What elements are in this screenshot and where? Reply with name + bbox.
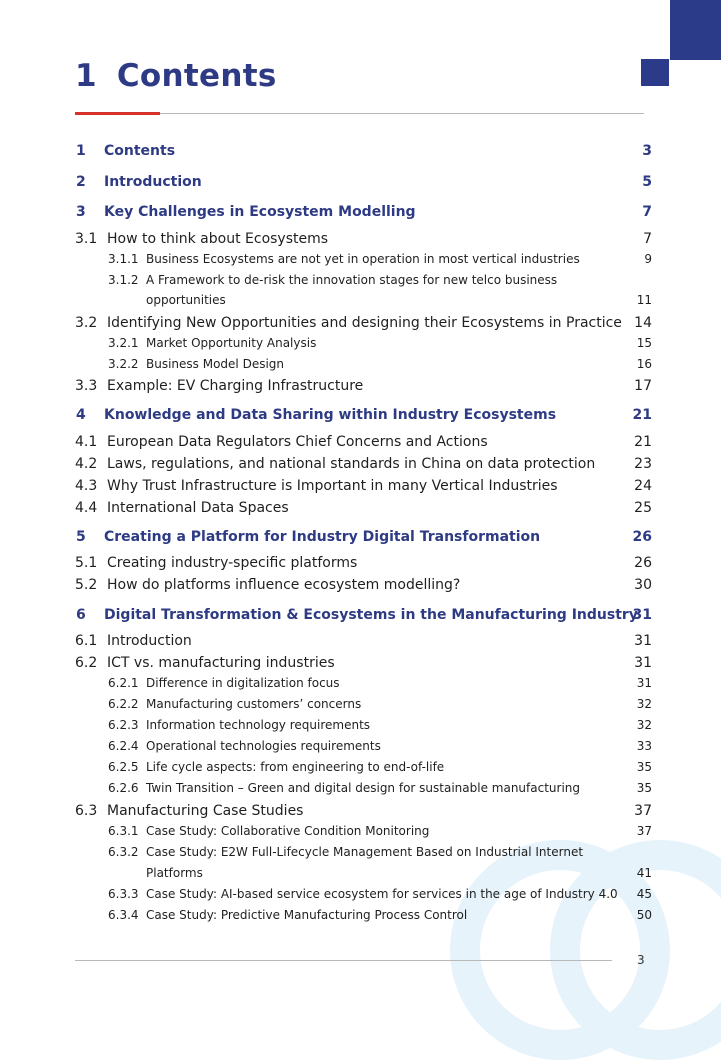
toc-entry-page: 7 [643, 231, 652, 247]
toc-entry-title: Key Challenges in Ecosystem Modelling [104, 204, 416, 220]
toc-entry-number: 4.4 [75, 500, 98, 516]
corner-decoration-large [670, 0, 721, 60]
toc-entry-page: 35 [636, 760, 652, 774]
toc-entry-title: Case Study: AI-based service ecosystem for services in the age of Industry 4.0 [146, 887, 618, 901]
toc-entry-number: 4.2 [75, 456, 98, 472]
toc-entry-number: 5 [76, 529, 86, 545]
toc-entry-number: 6.3.1 [108, 824, 139, 838]
toc-entry-number: 4.3 [75, 478, 98, 494]
toc-entry-number: 3.1 [75, 231, 98, 247]
toc-entry-title: Manufacturing customers’ concerns [146, 697, 362, 711]
toc-entry-page: 25 [634, 500, 652, 516]
toc-entry[interactable] [0, 908, 721, 928]
toc-entry-page: 31 [636, 676, 652, 690]
toc-entry-number: 4 [76, 407, 86, 423]
page-title [75, 58, 277, 94]
toc-entry[interactable] [0, 336, 721, 356]
toc-entry-page: 31 [634, 655, 652, 671]
toc-entry-page: 50 [636, 908, 652, 922]
toc-entry[interactable] [0, 655, 721, 675]
toc-entry-title: How to think about Ecosystems [107, 231, 329, 247]
toc-entry-number: 3.1.2 [108, 273, 139, 287]
toc-entry-page: 9 [644, 252, 652, 266]
corner-decoration-small [641, 59, 669, 86]
toc-entry[interactable] [0, 273, 721, 293]
toc-entry-title: Manufacturing Case Studies [107, 803, 304, 819]
toc-entry-title: Introduction [104, 174, 202, 190]
toc-entry-page: 33 [636, 739, 652, 753]
toc-entry-number: 5.1 [75, 555, 98, 571]
toc-entry[interactable] [0, 252, 721, 272]
toc-entry-number: 3.2 [75, 315, 98, 331]
toc-entry-title: Introduction [107, 633, 192, 649]
toc-entry-page: 32 [636, 718, 652, 732]
toc-entry[interactable] [0, 500, 721, 520]
toc-entry-number: 3.3 [75, 378, 98, 394]
toc-entry-title: Example: EV Charging Infrastructure [107, 378, 364, 394]
toc-entry-page: 16 [636, 357, 652, 371]
toc-entry-number: 6.1 [75, 633, 98, 649]
toc-entry-page: 31 [634, 633, 652, 649]
toc-entry[interactable] [0, 697, 721, 717]
toc-entry-number: 6 [76, 607, 86, 623]
toc-entry-title: Business Ecosystems are not yet in operation in most vertical industries [146, 252, 580, 266]
toc-entry-page: 32 [636, 697, 652, 711]
toc-entry[interactable] [0, 555, 721, 575]
toc-entry-page: 30 [634, 577, 652, 593]
toc-entry-number: 6.2.2 [108, 697, 139, 711]
toc-entry-title: Contents [104, 143, 176, 159]
toc-entry[interactable] [0, 676, 721, 696]
toc-entry-number: 6.3.3 [108, 887, 139, 901]
toc-entry-title: Creating industry-specific platforms [107, 555, 358, 571]
toc-entry[interactable] [0, 633, 721, 653]
toc-entry-page: 7 [642, 204, 652, 220]
toc-entry-page: 23 [634, 456, 652, 472]
toc-entry[interactable] [0, 231, 721, 251]
toc-entry-page: 17 [634, 378, 652, 394]
toc-entry[interactable] [0, 760, 721, 780]
toc-entry-page: 31 [632, 607, 652, 623]
toc-entry-number: 6.3 [75, 803, 98, 819]
toc-entry-title: Case Study: Collaborative Condition Monitoring [146, 824, 430, 838]
toc-entry[interactable] [0, 174, 721, 194]
toc-entry-number: 6.2.1 [108, 676, 139, 690]
toc-entry-page: 5 [642, 174, 652, 190]
toc-entry-page: 26 [634, 555, 652, 571]
toc-entry-title: Laws, regulations, and national standards in China on data protection [107, 456, 596, 472]
toc-entry-page: 15 [636, 336, 652, 350]
toc-entry[interactable] [0, 293, 721, 313]
toc-entry[interactable] [0, 143, 721, 163]
toc-entry[interactable] [0, 378, 721, 398]
toc-entry[interactable] [0, 607, 721, 627]
toc-entry-title: Life cycle aspects: from engineering to end-of-life [146, 760, 445, 774]
toc-entry-page: 37 [634, 803, 652, 819]
toc-entry-title: Business Model Design [146, 357, 285, 371]
toc-entry[interactable] [0, 407, 721, 427]
toc-entry[interactable] [0, 803, 721, 823]
toc-entry-number: 6.2.6 [108, 781, 139, 795]
toc-entry-number: 6.3.2 [108, 845, 139, 859]
toc-entry-page: 41 [636, 866, 652, 880]
toc-entry-page: 14 [634, 315, 652, 331]
page-title-number: 1 [75, 58, 97, 94]
toc-entry[interactable] [0, 718, 721, 738]
toc-entry[interactable] [0, 434, 721, 454]
toc-entry[interactable] [0, 739, 721, 759]
toc-entry-page: 21 [632, 407, 652, 423]
toc-entry-title: Knowledge and Data Sharing within Industry Ecosystems [104, 407, 557, 423]
toc-entry-number: 1 [76, 143, 86, 159]
toc-entry-page: 35 [636, 781, 652, 795]
toc-entry-title: Information technology requirements [146, 718, 371, 732]
toc-entry-title: A Framework to de-risk the innovation stages for new telco business [146, 273, 558, 287]
toc-entry-number: 2 [76, 174, 86, 190]
toc-entry[interactable] [0, 577, 721, 597]
toc-entry[interactable] [0, 204, 721, 224]
toc-entry-page: 11 [636, 293, 652, 307]
toc-entry-title: opportunities [146, 293, 226, 307]
toc-entry-number: 3.2.1 [108, 336, 139, 350]
footer-divider [75, 960, 612, 961]
toc-entry[interactable] [0, 529, 721, 549]
toc-entry[interactable] [0, 866, 721, 886]
toc-entry[interactable] [0, 315, 721, 335]
toc-entry-title: Case Study: E2W Full-Lifecycle Management Based on Industrial Internet [146, 845, 584, 859]
toc-entry-number: 4.1 [75, 434, 98, 450]
toc-entry-page: 26 [632, 529, 652, 545]
toc-entry-title: Market Opportunity Analysis [146, 336, 317, 350]
footer-page-number: 3 [637, 953, 645, 967]
toc-entry-number: 6.3.4 [108, 908, 139, 922]
toc-entry-number: 6.2.3 [108, 718, 139, 732]
toc-entry-page: 21 [634, 434, 652, 450]
toc-entry-number: 6.2 [75, 655, 98, 671]
toc-entry[interactable] [0, 456, 721, 476]
toc-entry-number: 3.2.2 [108, 357, 139, 371]
toc-entry-title: International Data Spaces [107, 500, 289, 516]
toc-entry-title: Twin Transition – Green and digital design for sustainable manufacturing [146, 781, 581, 795]
toc-entry-title: Platforms [146, 866, 203, 880]
toc-entry[interactable] [0, 887, 721, 907]
toc-entry-title: Identifying New Opportunities and designing their Ecosystems in Practice [107, 315, 622, 331]
toc-entry-title: Difference in digitalization focus [146, 676, 340, 690]
toc-entry-page: 24 [634, 478, 652, 494]
toc-entry-number: 3 [76, 204, 86, 220]
toc-entry[interactable] [0, 357, 721, 377]
toc-entry-page: 37 [636, 824, 652, 838]
toc-entry-title: Digital Transformation & Ecosystems in the Manufacturing Industry [104, 607, 638, 623]
title-accent-bar [75, 112, 160, 115]
toc-entry-page: 3 [642, 143, 652, 159]
toc-entry-title: Creating a Platform for Industry Digital Transformation [104, 529, 541, 545]
toc-entry-number: 6.2.4 [108, 739, 139, 753]
toc-entry-title: European Data Regulators Chief Concerns and Actions [107, 434, 488, 450]
toc-entry[interactable] [0, 824, 721, 844]
toc-entry[interactable] [0, 845, 721, 865]
toc-entry-title: Operational technologies requirements [146, 739, 381, 753]
toc-entry[interactable] [0, 781, 721, 801]
toc-entry-title: Case Study: Predictive Manufacturing Process Control [146, 908, 468, 922]
toc-entry-number: 6.2.5 [108, 760, 139, 774]
title-divider [75, 113, 644, 114]
toc-entry-title: Why Trust Infrastructure is Important in many Vertical Industries [107, 478, 558, 494]
toc-entry-number: 5.2 [75, 577, 98, 593]
page-title-text: Contents [116, 58, 277, 94]
toc-entry-title: How do platforms influence ecosystem modelling? [107, 577, 461, 593]
toc-entry[interactable] [0, 478, 721, 498]
toc-entry-number: 3.1.1 [108, 252, 139, 266]
toc-entry-page: 45 [636, 887, 652, 901]
toc-entry-title: ICT vs. manufacturing industries [107, 655, 335, 671]
